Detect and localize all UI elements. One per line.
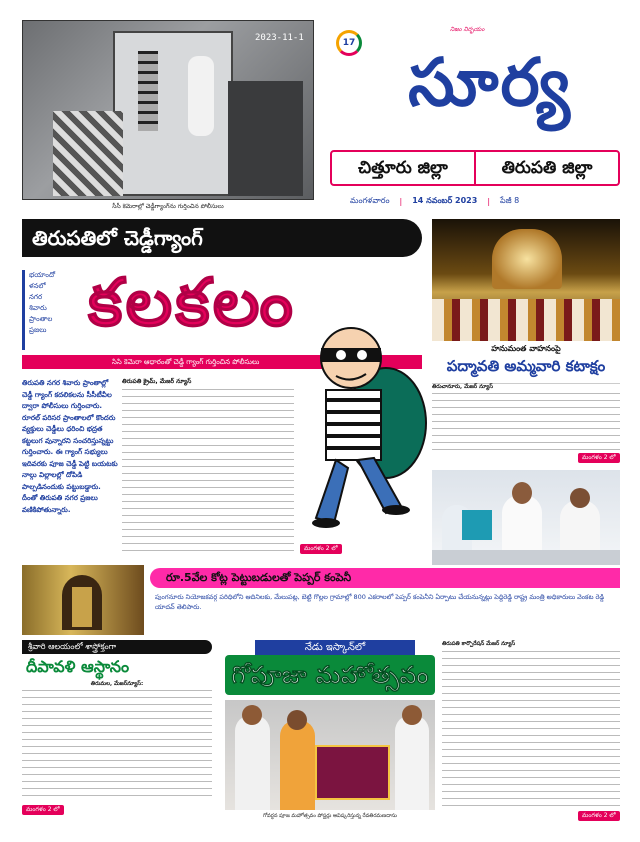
issue-date: 14 నవంబర్ 2023 [412,195,478,205]
lead-bullets [22,270,82,350]
gopuja-byline: తిరుపతి కార్పొరేషన్ మేజర్ న్యూస్ [442,641,516,647]
lead-highlight-text: తిరుపతి నగర శివారు ప్రాంతాల్లో చెడ్డీ గ్యాంగ్ కదలికలను సీసీటీవీల ద్వారా పోలీసులు గుర్తించారు. రూరల్ పరిసర ప్రాంతాలలో కొందరు వ్యక్తులు చెడ్డీలు ధరించి భద్రత కట్టలుగ వున్నారని సంచరిస్తున్నట్టు గుర్తించారు. ఈ గ్యాంగ్ సభ్యులు ఇదివరకు పూజ చెడ్డీ పెట్టి బయటకు నాల్గు విల్లాలల్లో దోపిడి పాల్పడినందుకు పట్టుబడ్డారు. దీంతో తిరుపతి నగర ప్రజలు వణికిపోతున్నారు. [22,379,118,514]
date-row: మంగళవారం | 14 నవంబర్ 2023 | పేజీ 8 [350,195,520,206]
cctv-caption: సీసీ కెమెరాల్లో చెడ్డీగ్యాంగ్‌ను గుర్తించిన పోలీసులు [22,203,314,213]
weekday: మంగళవారం [350,195,390,205]
diwali-continued-badge: మంగళం 2 లో [22,805,64,815]
bullet-3: నగర [29,293,43,301]
hanuman-body-text [432,392,620,454]
lead-kicker-banner [22,219,422,257]
press-meet-photo [432,470,620,565]
gopuja-body-text [442,650,620,810]
hanuman-subhead: హనుమంత వాహనంపై [491,344,561,353]
district-bar [330,150,620,186]
diwali-photo [22,565,144,635]
gopuja-continued-badge: మంగళం 2 లో [578,811,620,821]
masthead-title: సూర్య [408,44,572,121]
pepper-headline: రూ.5వేల కోట్ల పెట్టుబడులతో పెప్పర్ కంపెనీ [166,571,352,584]
bullet-6: ప్రజలు [29,326,47,334]
bullet-1: భయాందో [29,271,56,279]
district-right: తిరుపతి జిల్లా [501,158,593,178]
gopuja-headline: గోపూజా మహోత్సవం [225,655,435,695]
hanuman-continued-badge: మంగళం 2 లో [578,453,620,463]
hanuman-byline: తిరుచానూరు, మేజర్ న్యూస్ [432,384,493,390]
lead-kicker: తిరుపతిలో చెడ్డీగ్యాంగ్ [32,226,203,250]
district-left: చిత్తూరు జిల్లా [332,152,476,184]
thief-illustration [296,318,436,533]
bullet-2: ళనలో [29,282,46,290]
hanuman-headline: పద్మావతి అమ్మవారి కటాక్షం [432,357,620,384]
bullet-4: శివారు [29,304,47,312]
cctv-timestamp: 2023-11-1 [255,33,304,43]
cctv-photo [22,20,314,200]
page-number: పేజీ 8 [500,195,520,205]
pepper-summary: పుంగనూరు నియోజకవర్గ పరిధిలోని ఆదినిలకు, మేలుపట్ల, బెట్టి గొల్లల గ్రామాల్లో 800 ఎకరాలలో పెప్పర్ కంపెనీని ఏర్పాటు చేయనున్నట్లు పెద్దిరెడ్డి రాష్ట్ర మంత్రి అధికారులు వెంకట రెడ్డి యాదవ్ తెలిపారు. [155,593,605,611]
masthead-tagline: నిజం నిర్భయం [450,26,485,33]
gopuja-photo [225,700,435,810]
gopuja-caption: గోవర్ధన పూజ మహోత్సవం పోస్టర్లు ఆవిష్కరిస్తున్న రేవతిరమణదాసు [225,812,435,821]
bullet-5: ప్రాంతాల [29,315,53,323]
lead-photo-caption: సిసి కెమెరా ఆధారంతో చెడ్డీ గ్యాంగ్ గుర్తించిన పోలీసులు [22,355,422,369]
diwali-body-text [22,689,212,801]
pepper-banner [150,568,620,588]
diwali-byline: తిరుమల, మేజర్‌న్యూస్: [90,681,144,687]
diwali-headline: దీపావళి ఆస్థానం [26,657,130,676]
lead-headline: కలకలం [88,264,296,341]
gopuja-kicker: నేడు ఇస్కాన్‌లో [255,640,415,656]
lead-body-text [122,388,294,556]
diwali-kicker: శ్రీవారి ఆలయంలో శాస్త్రోక్తంగా [22,640,212,654]
temple-procession-photo [432,219,620,341]
anniversary-logo: 17 [336,30,362,56]
lead-continued-badge: మంగళం 2 లో [300,544,342,554]
lead-byline: తిరుపతి క్రైమ్, మేజర్ న్యూస్ [122,378,192,385]
masthead [330,20,620,212]
